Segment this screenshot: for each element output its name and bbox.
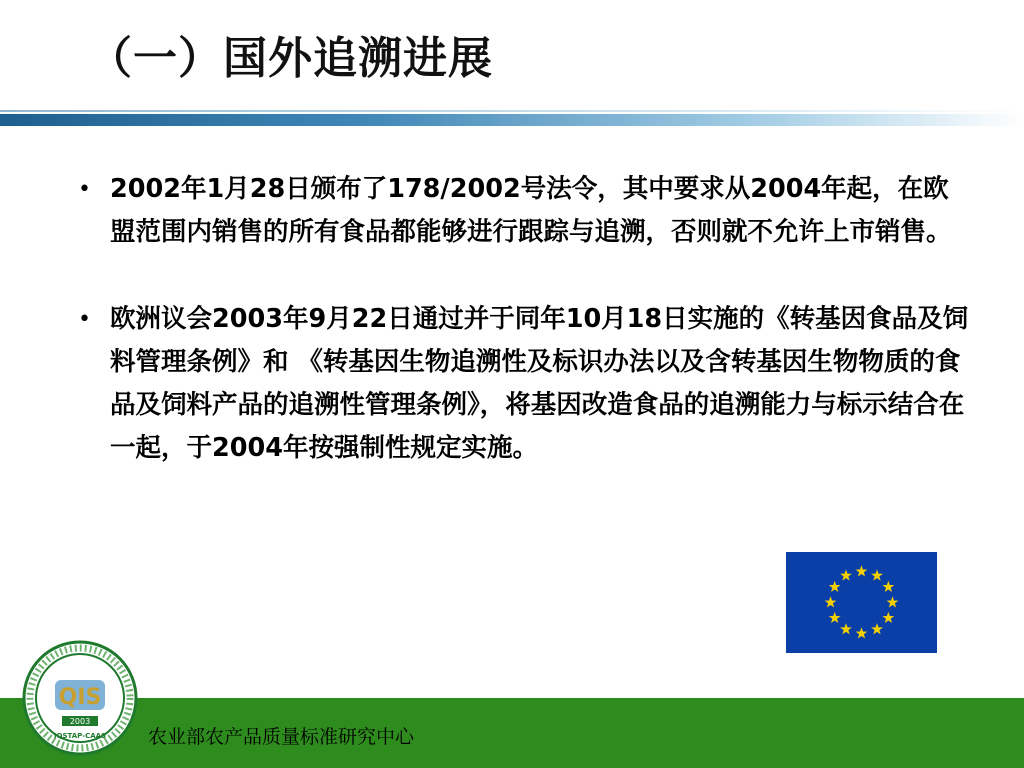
bullet-list [72, 168, 972, 514]
logo-abbrev-text: IQSTAP-CAAS [53, 732, 107, 740]
bullet-text: 2002年1月28日颁布了178/2002号法令，其中要求从2004年起，在欧盟范围内销售的所有食品都能够进行跟踪与追溯，否则就不允许上市销售。 [110, 174, 952, 247]
institute-logo-icon [22, 640, 138, 756]
bullet-text: 欧洲议会2003年9月22日通过并于同年10月18日实施的《转基因食品及饲料管理条例》和 《转基因生物追溯性及标识办法以及含转基因生物物质的食品及饲料产品的追溯性管理条例》，将基因改造食品的追溯能力与标示结合在一起，于2004年按强制性规定实施。 [110, 304, 969, 463]
bullet-item [72, 298, 972, 470]
bullet-icon: • [78, 177, 91, 202]
title-divider-thin [0, 110, 1024, 112]
eu-flag-icon [786, 552, 937, 653]
logo-year-text: 2003 [69, 717, 91, 726]
bullet-item [72, 168, 972, 254]
slide-title: （一）国外追溯进展 [88, 33, 493, 84]
bullet-icon: • [78, 307, 91, 332]
title-divider [0, 114, 1024, 126]
logo-center-text: QIS [58, 685, 102, 710]
footer-organization: 农业部农产品质量标准研究中心 [148, 726, 415, 748]
